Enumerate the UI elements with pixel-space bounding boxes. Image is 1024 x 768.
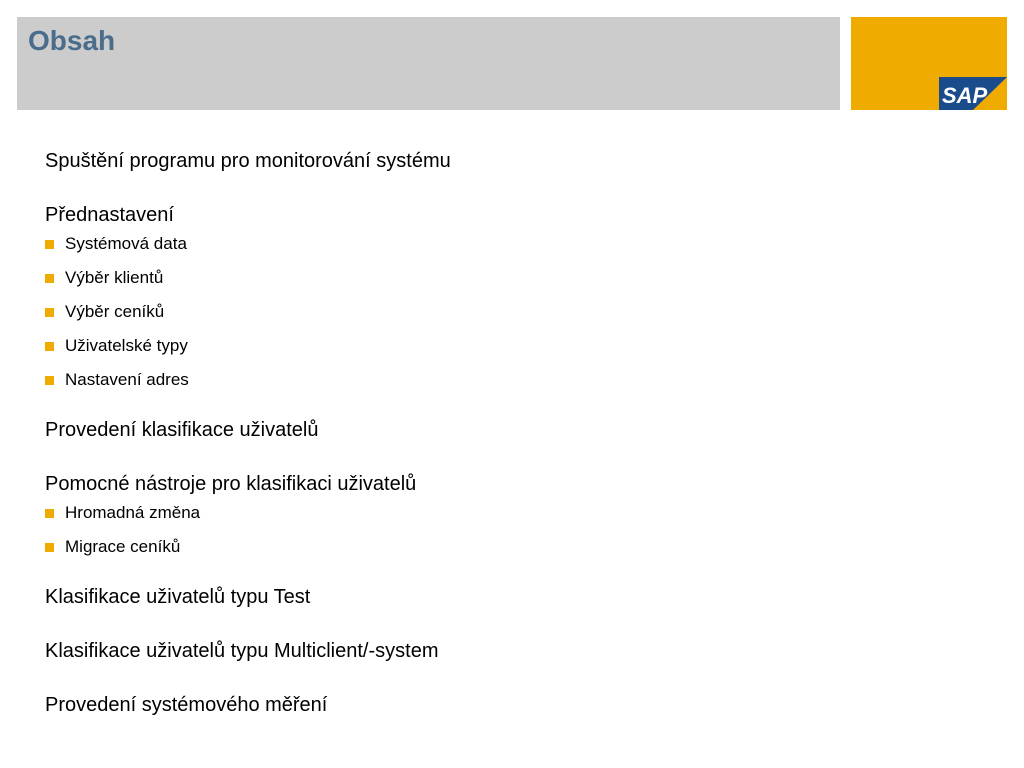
agenda-section (45, 470, 945, 559)
square-bullet-icon (45, 274, 54, 283)
agenda-sub-item (45, 232, 945, 256)
agenda-section (45, 416, 945, 444)
agenda-sub-item (45, 501, 945, 525)
square-bullet-icon (45, 342, 54, 351)
square-bullet-icon (45, 543, 54, 552)
agenda-heading: Klasifikace uživatelů typu Test (45, 586, 311, 608)
square-bullet-icon (45, 240, 54, 249)
agenda-sub-item (45, 266, 945, 290)
agenda-sub-item-label: Nastavení adres (65, 370, 189, 389)
agenda-sub-item-label: Systémová data (65, 234, 187, 253)
agenda-sub-item-label: Migrace ceníků (65, 537, 181, 556)
agenda-sub-item-label: Výběr ceníků (65, 302, 165, 321)
sap-logo-text: SAP (942, 83, 988, 108)
agenda-heading: Provedení systémového měření (45, 694, 328, 716)
square-bullet-icon (45, 509, 54, 518)
square-bullet-icon (45, 308, 54, 317)
agenda-heading: Provedení klasifikace uživatelů (45, 419, 319, 441)
logo-band (851, 17, 1007, 110)
agenda-content (45, 147, 945, 719)
slide-title: Obsah (28, 25, 116, 56)
agenda-sub-item (45, 535, 945, 559)
agenda-sub-item-label: Výběr klientů (65, 268, 164, 287)
agenda-sub-item (45, 300, 945, 324)
agenda-section (45, 691, 945, 719)
agenda-section (45, 583, 945, 611)
agenda-sub-item (45, 334, 945, 358)
square-bullet-icon (45, 376, 54, 385)
agenda-heading: Přednastavení (45, 204, 174, 226)
sap-logo (939, 77, 1007, 110)
agenda-section (45, 147, 945, 175)
title-band (17, 17, 840, 110)
agenda-sub-list (45, 232, 945, 392)
agenda-sub-item-label: Uživatelské typy (65, 336, 188, 355)
agenda-heading: Klasifikace uživatelů typu Multiclient/-system (45, 640, 439, 662)
agenda-heading: Spuštění programu pro monitorování systému (45, 150, 451, 172)
agenda-sub-item-label: Hromadná změna (65, 503, 201, 522)
agenda-sub-item (45, 368, 945, 392)
agenda-section (45, 637, 945, 665)
agenda-section (45, 201, 945, 392)
agenda-heading: Pomocné nástroje pro klasifikaci uživatelů (45, 473, 417, 495)
agenda-sub-list (45, 501, 945, 559)
